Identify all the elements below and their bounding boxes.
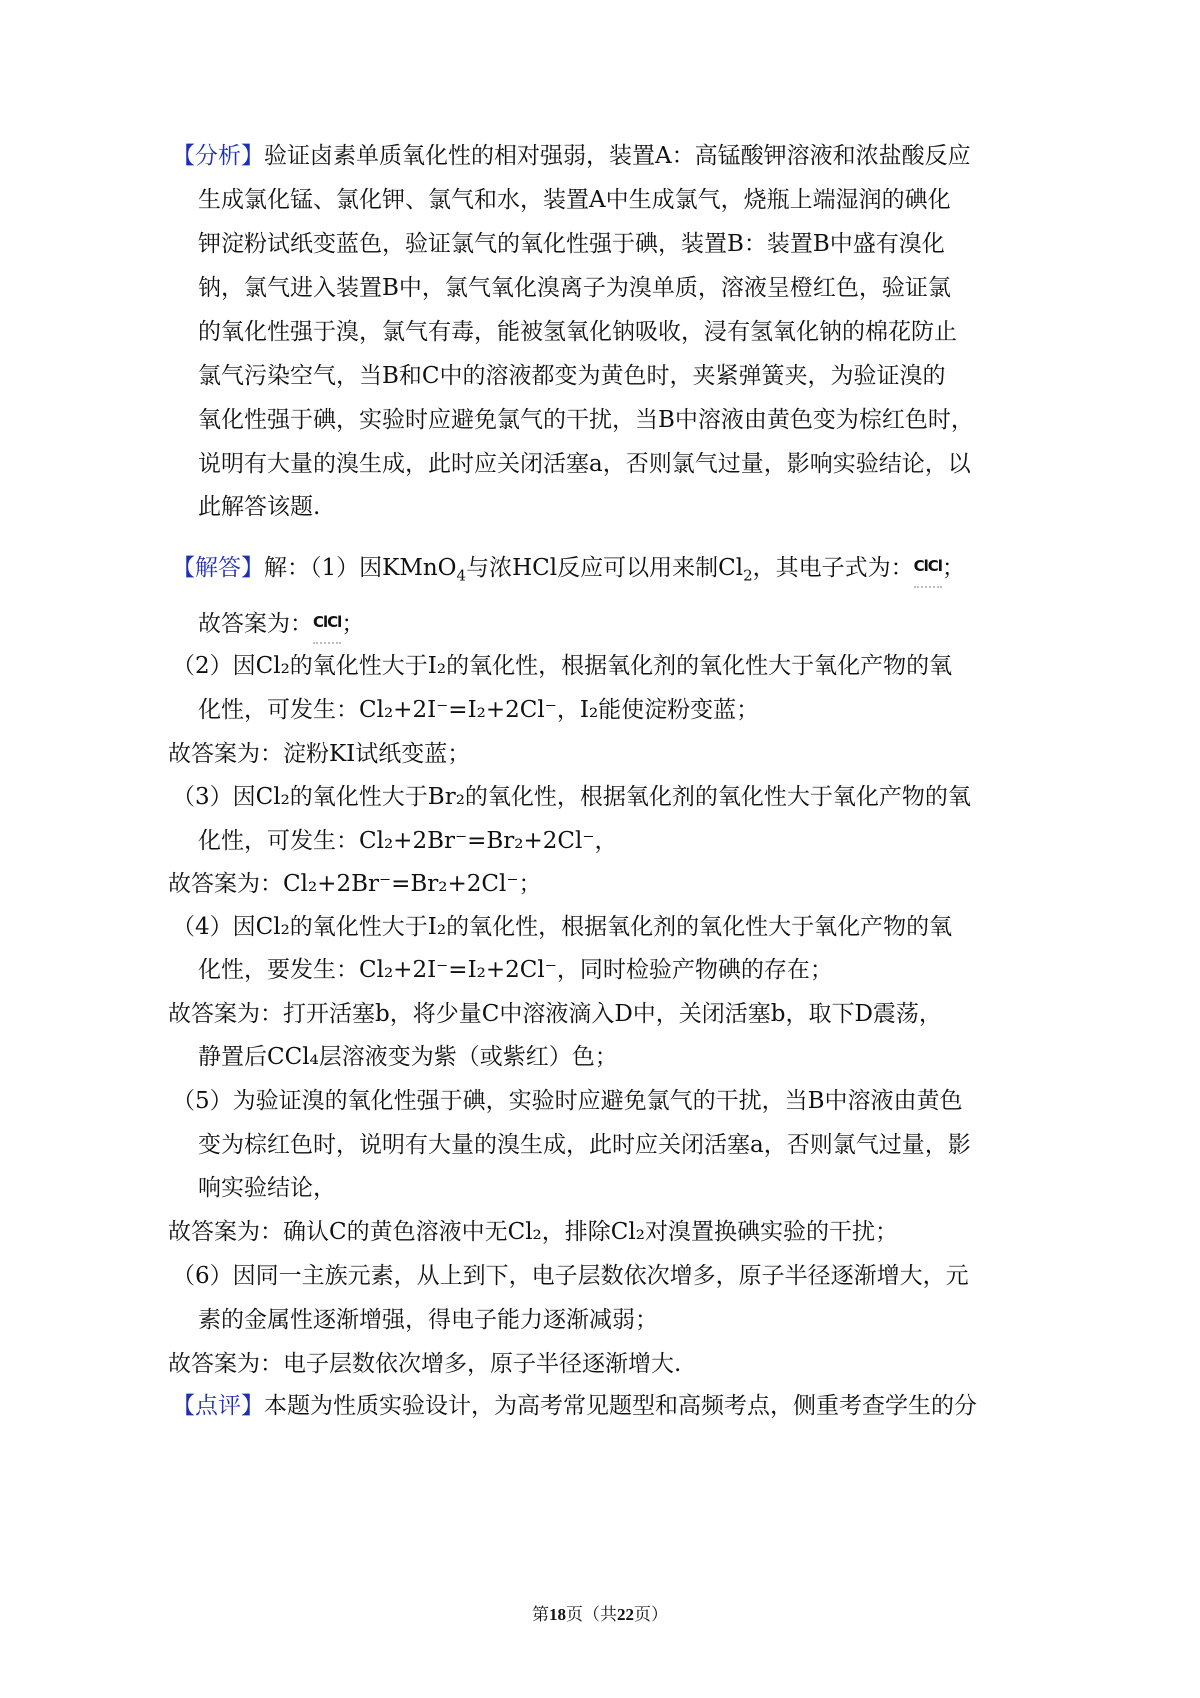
footer-mid: 页（共	[566, 1605, 617, 1625]
answer-q2-ans: 故答案为：淀粉KI试纸变蓝；	[168, 741, 471, 767]
electron-formula-text-2: ClCl	[313, 613, 342, 631]
analysis-line-1	[172, 142, 971, 170]
answer-q1-sub4: 4	[456, 566, 467, 585]
analysis-line-6: 氯气污染空气，当B和C中的溶液都变为黄色时，夹紧弹簧夹，为验证溴的	[198, 363, 946, 389]
answer-q3-line-1: （3）因Cl₂的氧化性大于Br₂的氧化性，根据氧化剂的氧化性大于氧化产物的氧	[172, 784, 971, 810]
footer-pre: 第	[532, 1605, 549, 1625]
answer-q1-ans-semi: ；	[341, 611, 365, 637]
answer-q5-line-3: 响实验结论，	[198, 1175, 336, 1201]
electron-dots-2	[313, 642, 341, 644]
footer-page-number: 18	[549, 1605, 566, 1624]
analysis-line-3: 钾淀粉试纸变蓝色，验证氯气的氧化性强于碘，装置B：装置B中盛有溴化	[198, 231, 945, 257]
answer-q6-line-1: （6）因同一主族元素，从上到下，电子层数依次增多，原子半径逐渐增大，元	[172, 1263, 969, 1289]
answer-q1-ans: 故答案为：	[198, 611, 313, 637]
analysis-line-7: 氧化性强于碘，实验时应避免氯气的干扰，当B中溶液由黄色变为棕红色时，	[198, 407, 974, 433]
comment-line	[172, 1392, 977, 1420]
answer-q2-line-1: （2）因Cl₂的氧化性大于I₂的氧化性，根据氧化剂的氧化性大于氧化产物的氧	[172, 653, 953, 679]
answer-q3-line-2: 化性，可发生：Cl₂+2Br⁻=Br₂+2Cl⁻，	[198, 828, 618, 854]
answer-q5-line-2: 变为棕红色时，说明有大量的溴生成，此时应关闭活塞a，否则氯气过量，影	[198, 1132, 971, 1158]
analysis-line-4: 钠，氯气进入装置B中，氯气氧化溴离子为溴单质，溶液呈橙红色，验证氯	[198, 275, 951, 301]
answer-q3-ans: 故答案为：Cl₂+2Br⁻=Br₂+2Cl⁻；	[168, 871, 542, 897]
answer-line-1	[172, 552, 965, 590]
answer-q2-line-2: 化性，可发生：Cl₂+2I⁻=I₂+2Cl⁻，I₂能使淀粉变蓝；	[198, 697, 760, 723]
comment-text: 本题为性质实验设计，为高考常见题型和高频考点，侧重考查学生的分	[264, 1393, 977, 1419]
analysis-line-5: 的氧化性强于溴，氯气有毒，能被氢氧化钠吸收，浸有氢氧化钠的棉花防止	[198, 319, 957, 345]
answer-q1-semi: ；	[941, 555, 965, 581]
answer-q4-ans-2: 静置后CCl₄层溶液变为紫（或紫红）色；	[198, 1044, 618, 1070]
electron-formula-text-1: ClCl	[913, 557, 942, 575]
page-footer	[0, 1600, 1200, 1625]
electron-dots-1	[914, 586, 942, 588]
answer-q1-a: 解：（1）因KMnO	[264, 555, 457, 581]
answer-q6-ans: 故答案为：电子层数依次增多，原子半径逐渐增大.	[168, 1351, 682, 1377]
electron-formula-1	[914, 552, 942, 580]
answer-q6-line-2: 素的金属性逐渐增强，得电子能力逐渐减弱；	[198, 1307, 658, 1333]
footer-total-pages: 22	[617, 1605, 634, 1624]
answer-tag: 【解答】	[172, 555, 264, 581]
answer-q4-line-1: （4）因Cl₂的氧化性大于I₂的氧化性，根据氧化剂的氧化性大于氧化产物的氧	[172, 914, 953, 940]
analysis-line-9: 此解答该题.	[198, 494, 321, 520]
answer-line-2	[198, 608, 364, 638]
analysis-line-2: 生成氯化锰、氯化钾、氯气和水，装置A中生成氯气，烧瓶上端湿润的碘化	[198, 187, 951, 213]
analysis-line-8: 说明有大量的溴生成，此时应关闭活塞a，否则氯气过量，影响实验结论，以	[198, 451, 971, 477]
analysis-tag: 【分析】	[172, 143, 264, 169]
analysis-text-1: 验证卤素单质氧化性的相对强弱，装置A：高锰酸钾溶液和浓盐酸反应	[264, 143, 971, 169]
answer-q4-line-2: 化性，要发生：Cl₂+2I⁻=I₂+2Cl⁻，同时检验产物碘的存在；	[198, 957, 833, 983]
answer-q1-sub2: 2	[743, 566, 753, 585]
footer-post: 页）	[634, 1605, 668, 1625]
answer-q1-c: 与浓HCl反应可以用来制Cl	[466, 555, 744, 581]
answer-q1-e: ，其电子式为：	[752, 555, 914, 581]
answer-q5-ans: 故答案为：确认C的黄色溶液中无Cl₂，排除Cl₂对溴置换碘实验的干扰；	[168, 1219, 898, 1245]
answer-q4-ans-1: 故答案为：打开活塞b，将少量C中溶液滴入D中，关闭活塞b，取下D震荡，	[168, 1001, 942, 1027]
comment-tag: 【点评】	[172, 1393, 264, 1419]
electron-formula-2	[313, 608, 341, 636]
answer-q5-line-1: （5）为验证溴的氧化性强于碘，实验时应避免氯气的干扰，当B中溶液由黄色	[172, 1088, 963, 1114]
